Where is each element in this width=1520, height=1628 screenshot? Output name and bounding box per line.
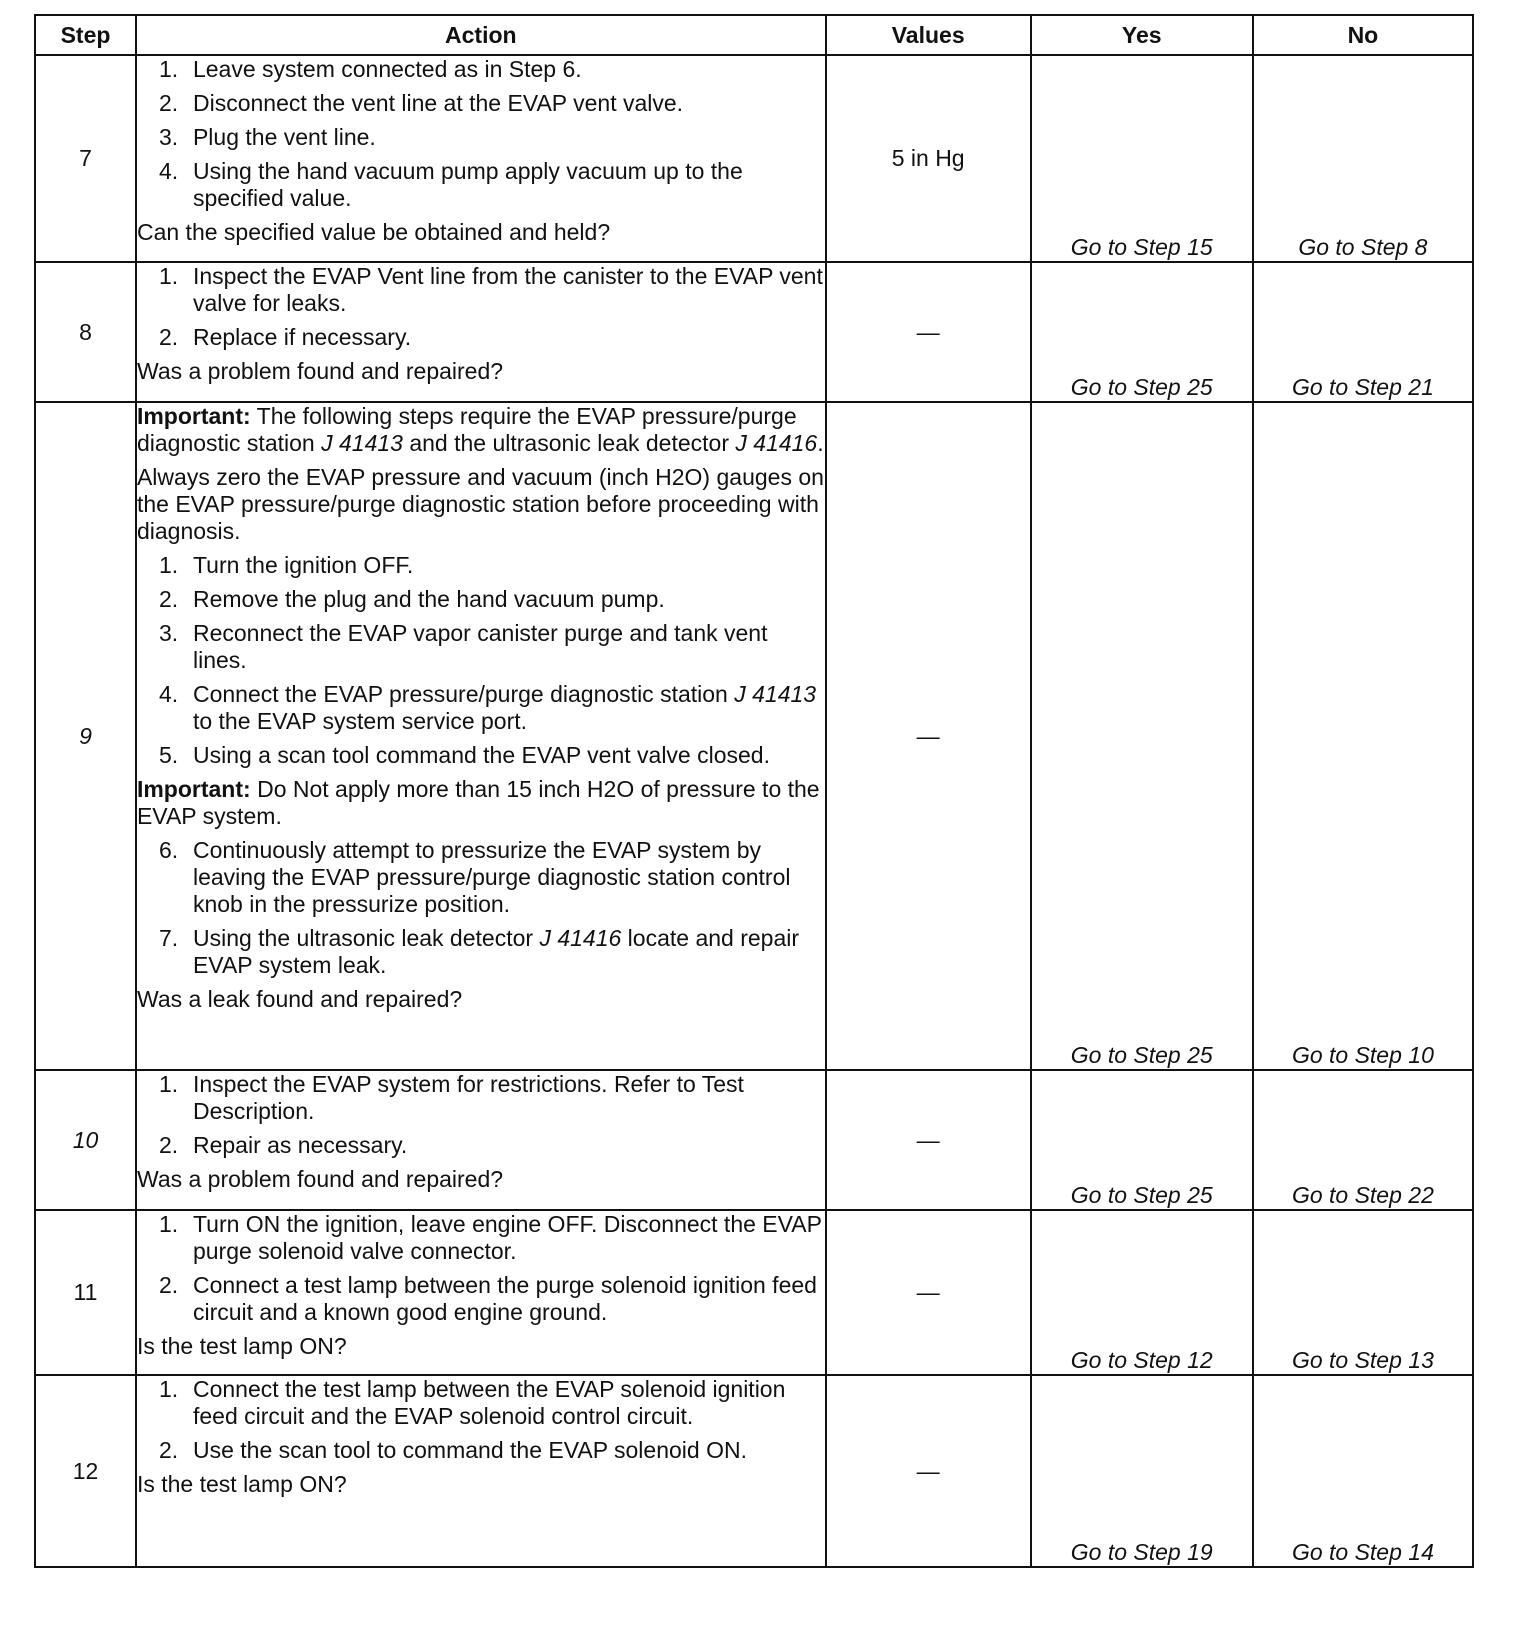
no-cell: Go to Step 22 (1253, 1070, 1473, 1210)
no-cell: Go to Step 14 (1253, 1375, 1473, 1567)
yes-cell: Go to Step 25 (1031, 262, 1253, 402)
yes-cell: Go to Step 15 (1031, 55, 1253, 262)
table-row-step-11 (35, 1210, 1473, 1375)
action-cell (136, 1375, 826, 1567)
action-steps (137, 552, 825, 769)
action-steps (137, 837, 825, 979)
action-cell (136, 262, 826, 402)
list-item: 1. Leave system connected as in Step 6. (158, 56, 582, 82)
no-cell: Go to Step 21 (1253, 262, 1473, 402)
header-yes: Yes (1031, 15, 1253, 55)
value-cell: 5 in Hg (826, 55, 1031, 262)
header-step: Step (35, 15, 136, 55)
list-item: 1. Inspect the EVAP Vent line from the canister to the EVAP vent valve for leaks. (158, 263, 823, 316)
step-number: 10 (35, 1070, 136, 1210)
important-note: Important: The following steps require the EVAP pressure/purge diagnostic station J 41413 and the ultrasonic leak detector J 41416. (136, 403, 824, 456)
table-row-step-7 (35, 55, 1473, 262)
action-steps (137, 56, 825, 212)
diagnostic-table (34, 14, 1474, 1568)
question: Is the test lamp ON? (136, 1471, 347, 1497)
no-cell: Go to Step 10 (1253, 402, 1473, 1070)
question: Can the specified value be obtained and held? (136, 219, 611, 245)
action-steps (137, 263, 825, 351)
zero-gauges-note: Always zero the EVAP pressure and vacuum (inch H2O) gauges on the EVAP pressure/purge diagnostic station before proceeding with diagnosis. (136, 464, 824, 544)
value-cell: — (826, 262, 1031, 402)
action-steps (137, 1211, 825, 1326)
question: Was a problem found and repaired? (136, 1166, 504, 1192)
action-steps (137, 1071, 825, 1159)
list-item: 2. Remove the plug and the hand vacuum pump. (158, 586, 665, 612)
yes-cell: Go to Step 19 (1031, 1375, 1253, 1567)
action-cell (136, 55, 826, 262)
list-item: 2. Repair as necessary. (158, 1132, 408, 1158)
header-values: Values (826, 15, 1031, 55)
list-item: 2. Connect a test lamp between the purge solenoid ignition feed circuit and a known good engine ground. (158, 1272, 817, 1325)
table-row-step-9 (35, 402, 1473, 1070)
list-item: 4. Using the hand vacuum pump apply vacuum up to the specified value. (158, 158, 743, 211)
step-number: 11 (35, 1210, 136, 1375)
list-item: 2. Disconnect the vent line at the EVAP vent valve. (158, 90, 684, 116)
list-item: 2. Replace if necessary. (158, 324, 412, 350)
list-item: 3. Plug the vent line. (158, 124, 376, 150)
list-item: 1. Turn ON the ignition, leave engine OFF. Disconnect the EVAP purge solenoid valve connector. (158, 1211, 822, 1264)
table-row-step-12 (35, 1375, 1473, 1567)
header-action: Action (136, 15, 826, 55)
action-cell (136, 1210, 826, 1375)
value-cell: — (826, 1375, 1031, 1567)
header-row (35, 15, 1473, 55)
table-row-step-10 (35, 1070, 1473, 1210)
list-item: 6. Continuously attempt to pressurize the EVAP system by leaving the EVAP pressure/purge diagnostic station control knob in the pressurize position. (158, 837, 791, 917)
list-item: 2. Use the scan tool to command the EVAP solenoid ON. (158, 1437, 747, 1463)
yes-cell: Go to Step 25 (1031, 402, 1253, 1070)
no-cell: Go to Step 8 (1253, 55, 1473, 262)
list-item: 5. Using a scan tool command the EVAP vent valve closed. (158, 742, 770, 768)
value-cell: — (826, 1210, 1031, 1375)
question: Was a problem found and repaired? (136, 358, 504, 384)
list-item: 1. Inspect the EVAP system for restrictions. Refer to Test Description. (158, 1071, 744, 1124)
value-cell: — (826, 402, 1031, 1070)
list-item: 7. Using the ultrasonic leak detector J 41416 locate and repair EVAP system leak. (158, 925, 800, 978)
important-note: Important: Do Not apply more than 15 inch H2O of pressure to the EVAP system. (136, 776, 820, 829)
step-number: 9 (35, 402, 136, 1070)
list-item: 1. Connect the test lamp between the EVAP solenoid ignition feed circuit and the EVAP solenoid control circuit. (158, 1376, 786, 1429)
yes-cell: Go to Step 25 (1031, 1070, 1253, 1210)
step-number: 12 (35, 1375, 136, 1567)
step-number: 8 (35, 262, 136, 402)
list-item: 3. Reconnect the EVAP vapor canister purge and tank vent lines. (158, 620, 768, 673)
action-cell (136, 402, 826, 1070)
table-row-step-8 (35, 262, 1473, 402)
yes-cell: Go to Step 12 (1031, 1210, 1253, 1375)
list-item: 4. Connect the EVAP pressure/purge diagnostic station J 41413 to the EVAP system service port. (158, 681, 817, 734)
list-item: 1. Turn the ignition OFF. (158, 552, 414, 578)
value-cell: — (826, 1070, 1031, 1210)
action-steps (137, 1376, 825, 1464)
header-no: No (1253, 15, 1473, 55)
action-cell (136, 1070, 826, 1210)
no-cell: Go to Step 13 (1253, 1210, 1473, 1375)
step-number: 7 (35, 55, 136, 262)
question: Was a leak found and repaired? (136, 986, 463, 1012)
question: Is the test lamp ON? (136, 1333, 347, 1359)
